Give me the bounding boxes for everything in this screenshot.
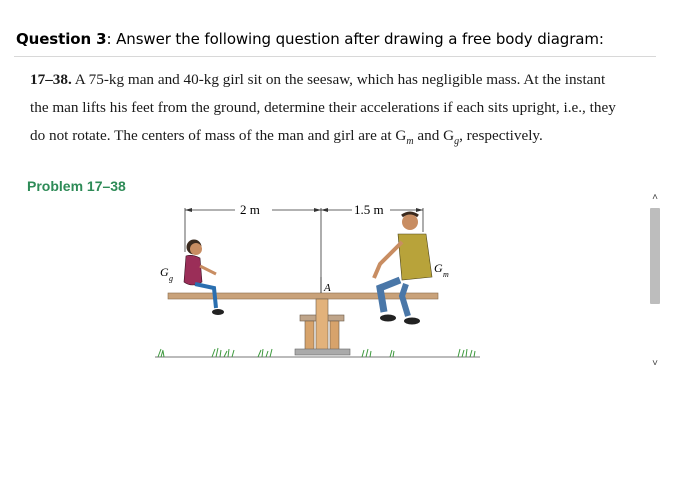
girl-figure — [160, 240, 224, 316]
man-shoe-front — [380, 315, 396, 322]
support-base — [295, 349, 350, 355]
arrow-center-right — [321, 208, 328, 212]
scroll-down-icon[interactable]: ˅ — [652, 358, 658, 369]
man-arm — [374, 242, 402, 278]
problem-line-3 — [30, 122, 650, 156]
man-head — [402, 214, 418, 230]
seesaw-figure — [140, 192, 490, 367]
girl-arm — [200, 266, 216, 274]
man-shoe-back — [404, 318, 420, 325]
problem-line-1-text: A 75-kg man and 40-kg girl sit on the seesaw, which has negligible mass. At the instant — [71, 71, 606, 88]
dim-label-left: 2 m — [240, 202, 260, 217]
problem-line-2: the man lifts his feet from the ground, determine their accelerations if each sits upright, i.e., they — [30, 99, 616, 116]
question-text: : Answer the following question after drawing a free body diagram: — [106, 30, 604, 48]
scroll-up-icon[interactable]: ˄ — [652, 192, 658, 203]
figure-title: Problem 17–38 — [27, 178, 126, 194]
pivot-label: A — [324, 282, 331, 294]
problem-line-3-end: , respectively. — [459, 127, 543, 144]
support-post — [316, 299, 328, 351]
problem-line-1 — [30, 66, 650, 94]
sub-m: m — [406, 136, 414, 148]
problem-statement — [30, 66, 650, 156]
man-cg-label: G — [434, 261, 443, 275]
man-figure — [374, 213, 449, 325]
arrow-right — [416, 208, 423, 212]
support-leg-right — [330, 321, 339, 351]
scroll-thumb[interactable] — [650, 208, 660, 304]
man-leg-back — [402, 284, 408, 316]
problem-number: 17–38. — [30, 71, 72, 88]
girl-dress — [184, 255, 202, 285]
arrow-left — [185, 208, 192, 212]
girl-cg-sub: g — [169, 274, 173, 283]
support-leg-left — [305, 321, 314, 351]
problem-line-3-text: do not rotate. The centers of mass of the man and girl are at G — [30, 127, 407, 144]
girl-cg-label: G — [160, 265, 169, 279]
man-shirt — [398, 234, 432, 280]
seesaw-board — [168, 293, 438, 299]
man-cg-sub: m — [443, 270, 449, 279]
seesaw-diagram — [140, 192, 490, 367]
dim-label-right: 1.5 m — [354, 202, 384, 217]
problem-line-3-mid: and G — [413, 127, 455, 144]
arrow-center-left — [314, 208, 321, 212]
girl-face — [190, 243, 202, 255]
scrollbar[interactable] — [648, 192, 662, 370]
question-label: Question 3 — [16, 30, 107, 48]
sub-g: g — [454, 136, 460, 148]
question-heading — [16, 30, 604, 48]
girl-shoe — [212, 309, 224, 315]
